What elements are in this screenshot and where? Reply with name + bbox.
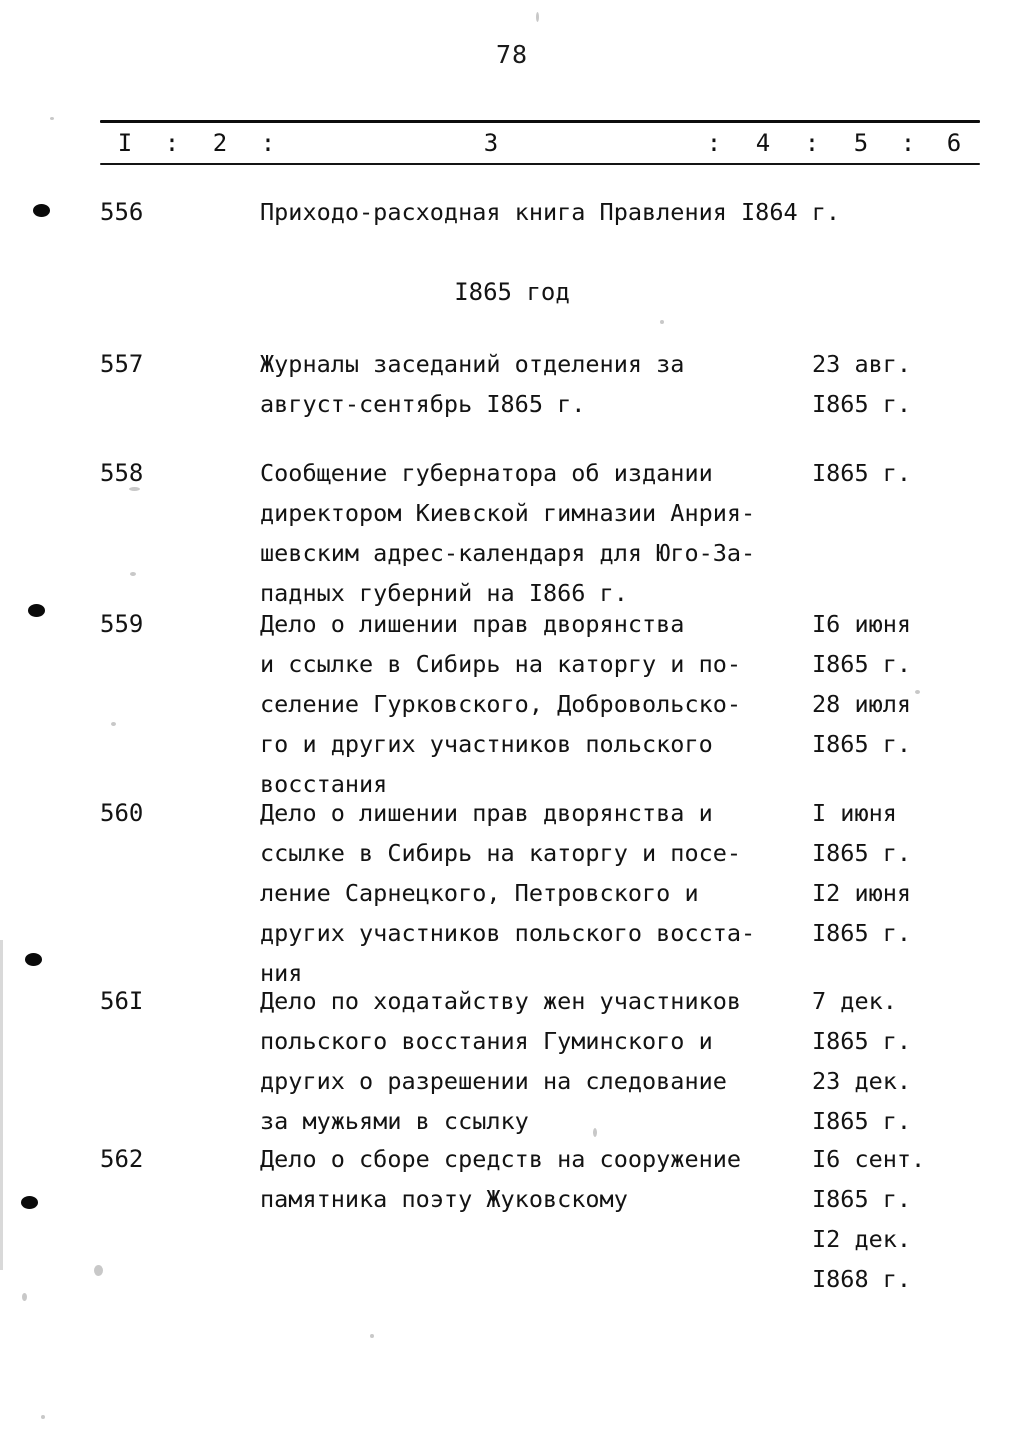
table-column-header (100, 120, 980, 165)
entry-number: 562 (100, 1145, 144, 1173)
text-line: I июня (812, 799, 897, 827)
entry-dates (812, 981, 990, 1141)
entry-description (260, 1139, 812, 1219)
inventory-entry-557 (100, 344, 990, 424)
inventory-entry-562 (100, 1139, 990, 1299)
scan-speckle (915, 690, 920, 694)
entry-number: 556 (100, 198, 144, 226)
column-separator-4: : (804, 129, 820, 157)
margin-dot-1 (33, 204, 50, 217)
text-line: Дело о лишении прав дворянства (260, 610, 685, 638)
entry-description (260, 192, 840, 232)
entry-dates (812, 1139, 990, 1299)
text-line: 23 авг. (812, 350, 912, 378)
text-line: го и других участников польского (260, 730, 713, 758)
scan-speckle (593, 1128, 597, 1137)
text-line: Дело о лишении прав дворянства и (260, 799, 713, 827)
year-section-heading: I865 год (454, 278, 570, 306)
text-line: I865 г. (812, 839, 912, 867)
header-rule-bottom (100, 163, 980, 165)
column-header-5: 5 (853, 129, 869, 157)
text-line: I865 г. (812, 1027, 912, 1055)
entry-body (260, 344, 990, 424)
page-number: 78 (495, 40, 529, 69)
entry-body (260, 453, 990, 613)
scan-speckle (370, 1334, 374, 1338)
scan-speckle (41, 1415, 45, 1419)
entry-body (260, 981, 990, 1141)
margin-dot-2 (28, 604, 45, 617)
entry-description (260, 981, 812, 1141)
text-line: других о разрешении на следование (260, 1067, 727, 1095)
text-line: I2 июня (812, 879, 912, 907)
text-line: за мужьями в ссылку (260, 1107, 529, 1135)
scan-speckle (111, 722, 116, 726)
text-line: Сообщение губернатора об издании (260, 459, 713, 487)
text-line: падных губерний на I866 г. (260, 579, 628, 607)
text-line: Дело о сборе средств на сооружение (260, 1145, 742, 1173)
text-line: I865 г. (812, 1185, 912, 1213)
text-line: Дело по ходатайству жен участников (260, 987, 742, 1015)
text-line: I6 сент. (812, 1145, 926, 1173)
text-line: 7 дек. (812, 987, 897, 1015)
scan-edge-shadow (0, 940, 3, 1270)
column-header-1: I (117, 129, 133, 157)
scan-speckle (130, 572, 136, 576)
margin-dot-3 (25, 953, 42, 966)
text-line: памятника поэту Жуковскому (260, 1185, 628, 1213)
margin-dot-4 (21, 1196, 38, 1209)
column-header-3: 3 (483, 129, 499, 157)
entry-body (260, 793, 990, 993)
column-separator-5: : (900, 129, 916, 157)
inventory-entry-561 (100, 981, 990, 1141)
column-separator-1: : (164, 129, 180, 157)
scan-speckle (94, 1265, 103, 1276)
entry-body (260, 1139, 990, 1299)
text-line: ление Сарнецкого, Петровского и (260, 879, 699, 907)
text-line: I865 г. (812, 1107, 912, 1135)
column-header-4: 4 (755, 129, 771, 157)
text-line: польского восстания Гуминского и (260, 1027, 713, 1055)
entry-dates (812, 793, 990, 953)
text-line: август-сентябрь I865 г. (260, 390, 586, 418)
scan-speckle (660, 320, 664, 324)
column-header-2: 2 (212, 129, 228, 157)
text-line: 28 июля (812, 690, 912, 718)
scan-speckle (50, 117, 54, 120)
text-line: 23 дек. (812, 1067, 912, 1095)
entry-body (260, 604, 990, 804)
inventory-entry-556 (100, 192, 990, 232)
text-line: I2 дек. (812, 1225, 912, 1253)
scan-speckle (129, 487, 140, 491)
entry-description (260, 793, 812, 993)
entry-description (260, 604, 812, 804)
text-line: I865 г. (812, 650, 912, 678)
text-line: Приходо-расходная книга Правления I864 г. (260, 198, 841, 226)
entry-number: 560 (100, 799, 144, 827)
entry-dates (812, 453, 990, 493)
column-separator-2: : (260, 129, 276, 157)
column-header-6: 6 (946, 129, 962, 157)
text-line: I865 г. (812, 390, 912, 418)
entry-number: 558 (100, 459, 144, 487)
scan-speckle (22, 1293, 27, 1301)
text-line: шевским адрес-календаря для Юго-За- (260, 539, 756, 567)
entry-dates (812, 604, 990, 764)
inventory-entry-560 (100, 793, 990, 993)
text-line: других участников польского восста- (260, 919, 756, 947)
text-line: I865 г. (812, 459, 912, 487)
text-line: I6 июня (812, 610, 912, 638)
inventory-entry-558 (100, 453, 990, 613)
inventory-entry-559 (100, 604, 990, 804)
entry-body (260, 192, 1018, 232)
text-line: I868 г. (812, 1265, 912, 1293)
text-line: селение Гурковского, Добровольско- (260, 690, 742, 718)
entry-number: 56I (100, 987, 144, 1015)
text-line: I865 г. (812, 919, 912, 947)
column-number-row (100, 123, 980, 163)
text-line: I865 г. (812, 730, 912, 758)
scan-speckle (536, 12, 539, 22)
column-separator-3: : (706, 129, 722, 157)
entry-dates (812, 344, 990, 424)
entry-number: 557 (100, 350, 144, 378)
text-line: ния (260, 959, 303, 987)
entry-description (260, 344, 812, 424)
text-line: и ссылке в Сибирь на каторгу и по- (260, 650, 742, 678)
text-line: директором Киевской гимназии Анрия- (260, 499, 756, 527)
text-line: Журналы заседаний отделения за (260, 350, 685, 378)
text-line: ссылке в Сибирь на каторгу и посе- (260, 839, 742, 867)
entry-number: 559 (100, 610, 144, 638)
text-line: восстания (260, 770, 388, 798)
entry-description (260, 453, 812, 613)
